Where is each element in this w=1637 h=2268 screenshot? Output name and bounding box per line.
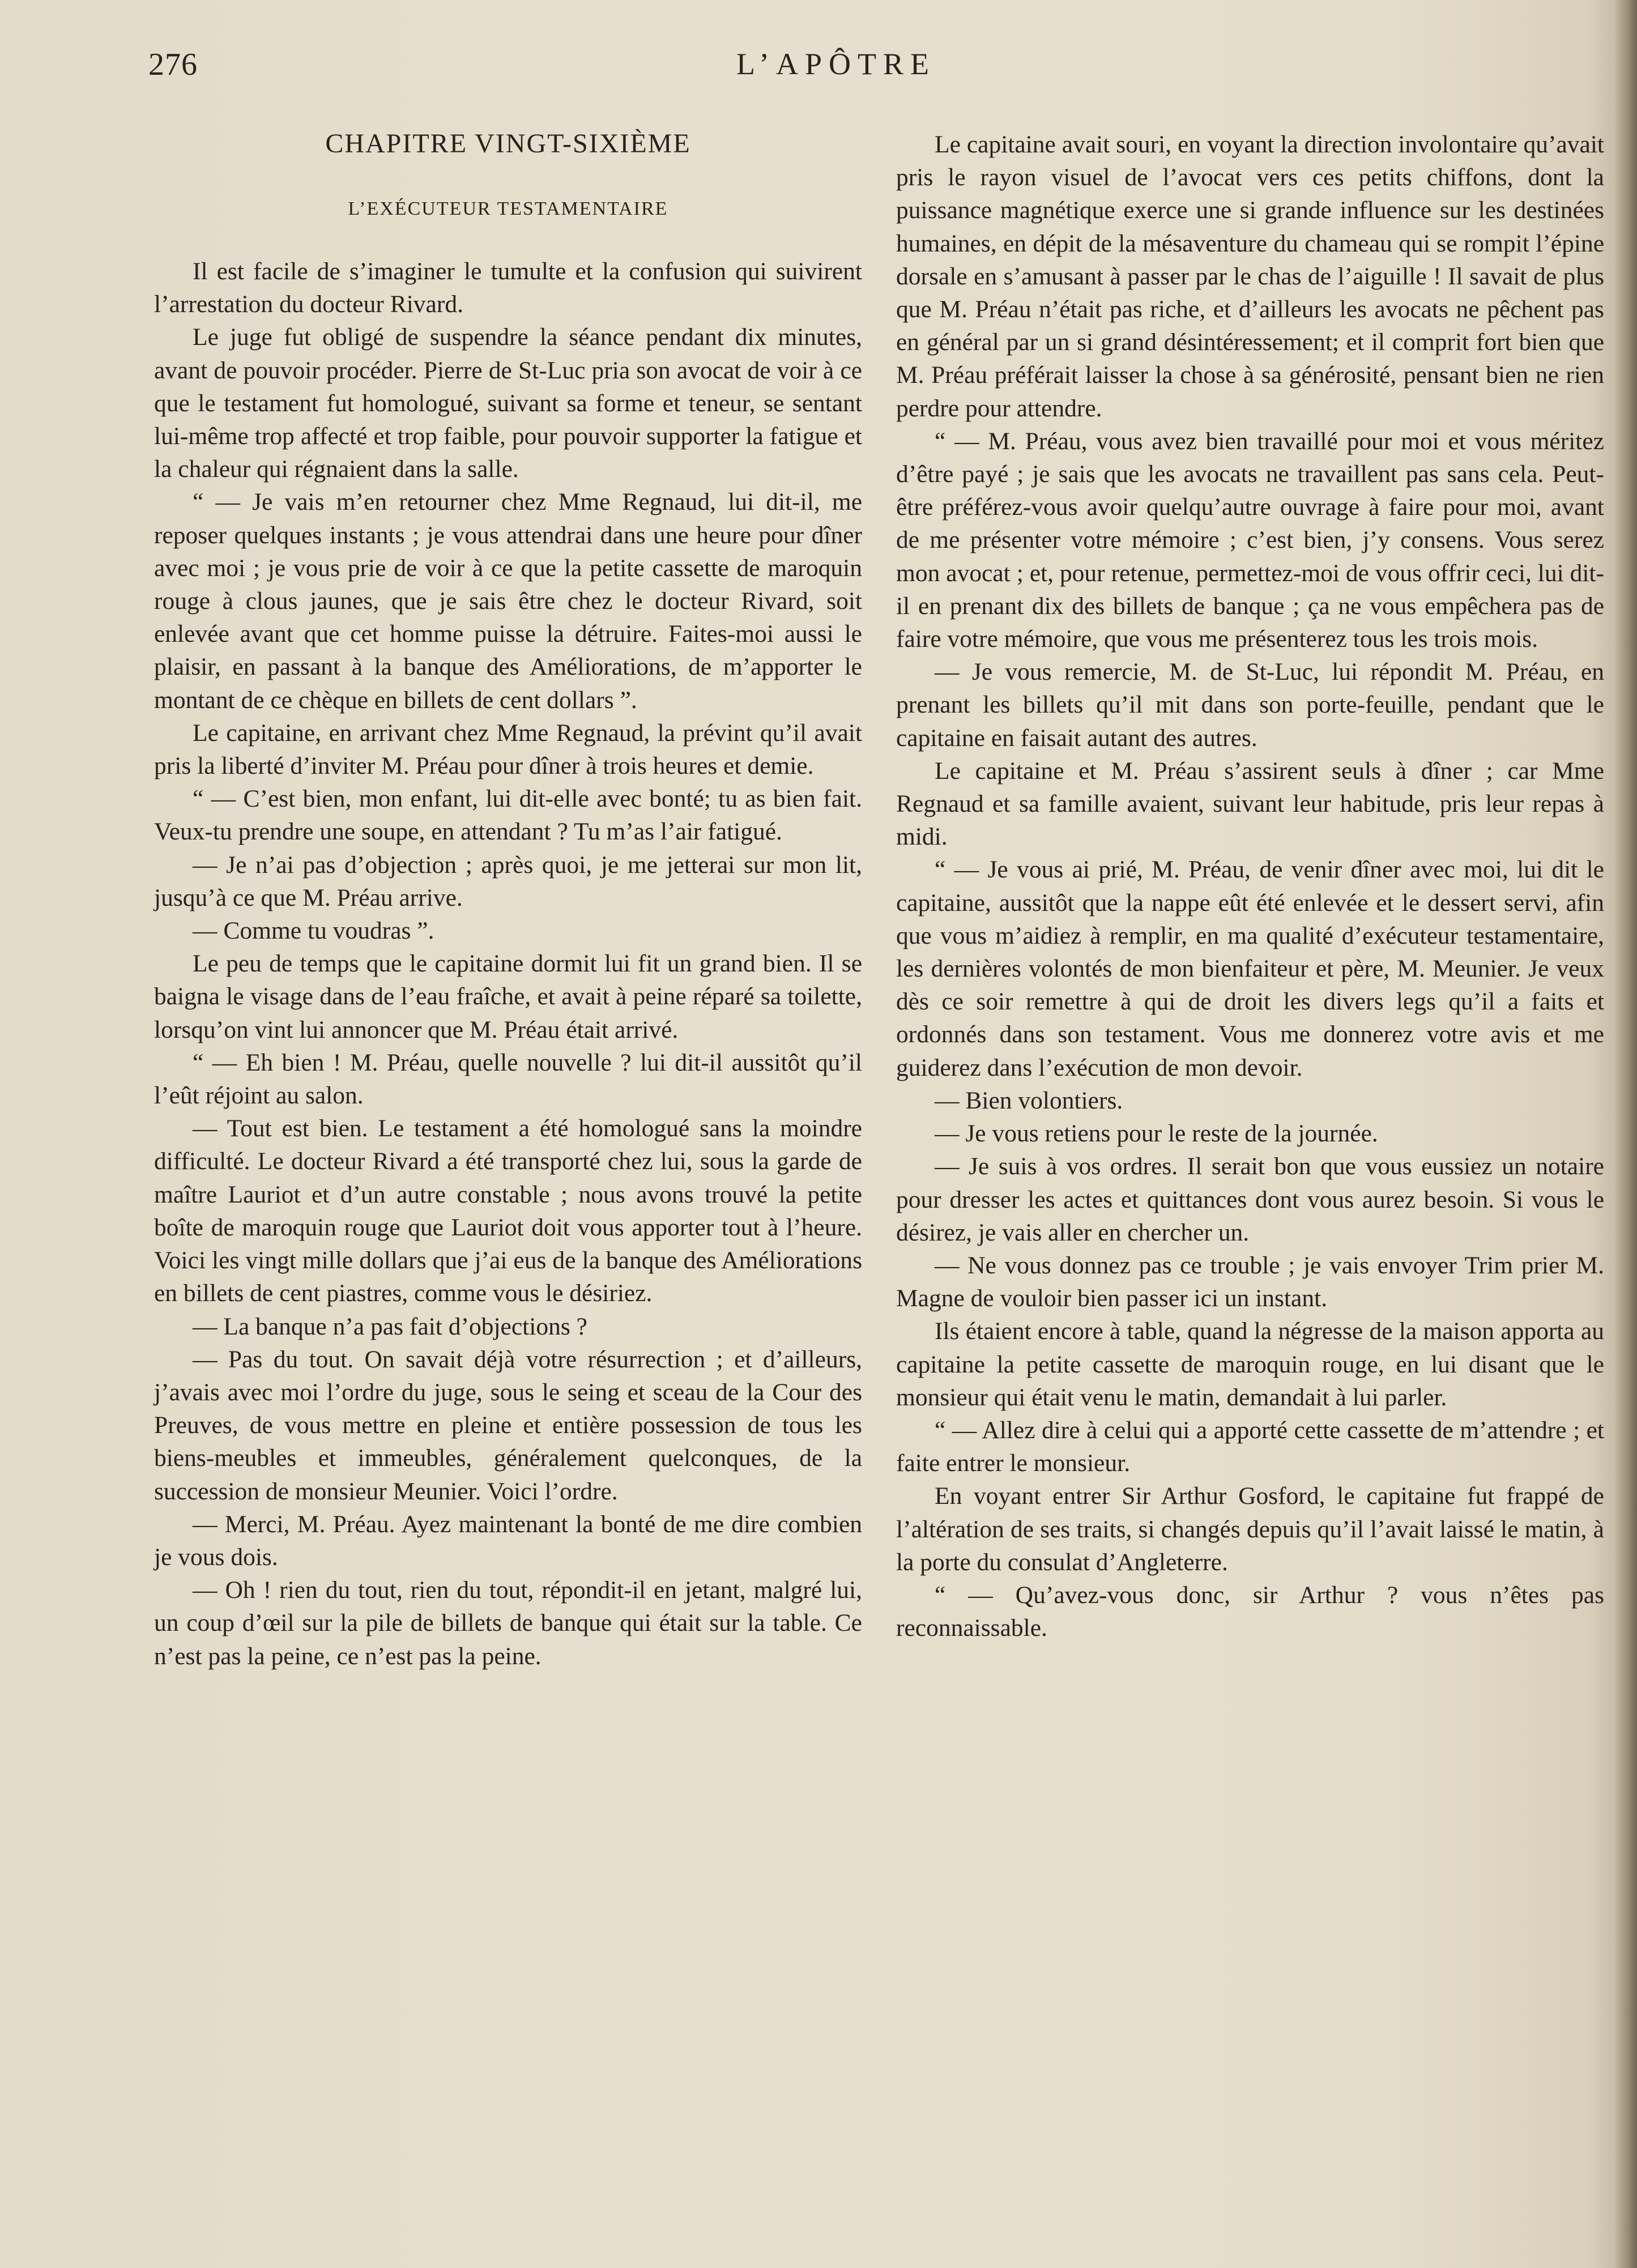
right-column-text	[896, 128, 1604, 1644]
paragraph: — Je vous remercie, M. de St-Luc, lui répondit M. Préau, en prenant les billets qu’il mit dans son porte-feuille, pendant que le capitaine en faisait autant des autres.	[896, 658, 1604, 752]
paragraph: Il est facile de s’imaginer le tumulte et la confusion qui suivirent l’arrestation du docteur Rivard.	[154, 258, 862, 318]
paragraph: — Tout est bien. Le testament a été homologué sans la moindre difficulté. Le docteur Rivard a été transporté chez lui, sous la garde de maître Lauriot et d’un autre constable ; nous avons trouvé la petite boîte de maroquin rouge que Lauriot doit vous apporter tout à l’heure. Voici les vingt mille dollars que j’ai eus de la banque des Améliorations en billets de cent piastres, comme vous le désiriez.	[154, 1115, 862, 1307]
paragraph: En voyant entrer Sir Arthur Gosford, le capitaine fut frappé de l’altération de ses traits, si changés depuis qu’il l’avait laissé le matin, à la porte du consulat d’Angleterre.	[896, 1482, 1604, 1576]
section-title: L’EXÉCUTEUR TESTAMENTAIRE	[348, 198, 668, 219]
paragraph: “ — Je vous ai prié, M. Préau, de venir dîner avec moi, lui dit le capitaine, aussitôt que la nappe eût été enlevée et le dessert servi, afin que vous m’aidiez à remplir, en ma qualité d’exécuteur testamentaire, les dernières volontés de mon bienfaiteur et père, M. Meunier. Je veux dès ce soir remettre à qui de droit les divers legs qu’il a faits et ordonnés dans son testament. Vous me donnerez votre avis et me guiderez dans l’exécution de mon devoir.	[896, 856, 1604, 1081]
paragraph: — Je suis à vos ordres. Il serait bon que vous eussiez un notaire pour dresser les actes et quittances dont vous aurez besoin. Si vous le désirez, je vais aller en chercher un.	[896, 1153, 1604, 1246]
paragraph: — Merci, M. Préau. Ayez maintenant la bonté de me dire combien je vous dois.	[154, 1510, 862, 1571]
paragraph: “ — M. Préau, vous avez bien travaillé pour moi et vous méritez d’être payé ; je sais que les avocats ne travaillent pas sans cela. Peut-être préférez-vous avoir quelqu’autre ouvrage à faire pour moi, avant de me présenter votre mémoire ; c’est bien, j’y consens. Vous serez mon avocat ; et, pour retenue, permettez-moi de vous offrir ceci, lui dit-il en prenant dix des billets de banque ; ça ne vous empêchera pas de faire votre mémoire, que vous me présenterez tous les trois mois.	[896, 427, 1604, 653]
paragraph: Le capitaine avait souri, en voyant la direction involontaire qu’avait pris le rayon visuel de l’avocat vers ces petits chiffons, dont la puissance magnétique exerce une si grande influence sur les destinées humaines, en dépit de la mésaventure du chameau qui se rompit l’épine dorsale en s’amusant à passer par le chas de l’aiguille ! Il savait de plus que M. Préau n’était pas riche, et d’ailleurs les avocats ne pêchent pas en général par un si grand désintéressement; et il comprit fort bien que M. Préau préférait laisser la chose à sa générosité, pensant bien ne rien perdre pour attendre.	[896, 131, 1604, 422]
paragraph: Ils étaient encore à table, quand la négresse de la maison apporta au capitaine la petite cassette de maroquin rouge, en lui disant que le monsieur qui était venu le matin, demandait à lui parler.	[896, 1318, 1604, 1411]
paragraph: “ — Je vais m’en retourner chez Mme Regnaud, lui dit-il, me reposer quelques instants ; je vous attendrai dans une heure pour dîner avec moi ; je vous prie de voir à ce que la petite cassette de maroquin rouge à clous jaunes, que je sais être chez le docteur Rivard, soit enlevée avant que cet homme puisse la détruire. Faites-moi aussi le plaisir, en passant à la banque des Améliorations, de m’apporter le montant de ce chèque en billets de cent dollars ”.	[154, 488, 862, 714]
paragraph: — Ne vous donnez pas ce trouble ; je vais envoyer Trim prier M. Magne de vouloir bien passer ici un instant.	[896, 1251, 1604, 1312]
paragraph: — Je n’ai pas d’objection ; après quoi, je me jetterai sur mon lit, jusqu’à ce que M. Préau arrive.	[154, 851, 862, 911]
paragraph: Le peu de temps que le capitaine dormit lui fit un grand bien. Il se baigna le visage dans de l’eau fraîche, et avait à peine réparé sa toilette, lorsqu’on vint lui annoncer que M. Préau était arrivé.	[154, 950, 862, 1043]
paragraph: Le juge fut obligé de suspendre la séance pendant dix minutes, avant de pouvoir procéder. Pierre de St-Luc pria son avocat de voir à ce que le testament fut homologué, suivant sa forme et teneur, se sentant lui-même trop affecté et trop faible, pour pouvoir supporter la fatigue et la chaleur qui régnaient dans la salle.	[154, 323, 862, 483]
paragraph: — Je vous retiens pour le reste de la journée.	[935, 1120, 1378, 1148]
paragraph: — Pas du tout. On savait déjà votre résurrection ; et d’ailleurs, j’avais avec moi l’ordre du juge, sous le seing et sceau de la Cour des Preuves, de vous mettre en pleine et entière possession de tous les biens-meubles et immeubles, généralement quelconques, de la succession de monsieur Meunier. Voici l’ordre.	[154, 1345, 862, 1505]
paragraph: “ — Allez dire à celui qui a apporté cette cassette de m’attendre ; et faite entrer le monsieur.	[896, 1416, 1604, 1477]
paragraph: “ — Qu’avez-vous donc, sir Arthur ? vous n’êtes pas reconnaissable.	[896, 1581, 1604, 1642]
page-gutter-shadow	[1614, 0, 1637, 2268]
paragraph: Le capitaine, en arrivant chez Mme Regnaud, la prévint qu’il avait pris la liberté d’inviter M. Préau pour dîner à trois heures et demie.	[154, 719, 862, 780]
paragraph: — Bien volontiers.	[935, 1086, 1123, 1114]
paragraph: “ — Eh bien ! M. Préau, quelle nouvelle ? lui dit-il aussitôt qu’il l’eût réjoint au salon.	[154, 1048, 862, 1110]
chapter-title: CHAPITRE VINGT-SIXIÈME	[325, 129, 691, 159]
paragraph: — Comme tu voudras ”.	[193, 917, 434, 945]
paragraph: — La banque n’a pas fait d’objections ?	[193, 1312, 587, 1340]
page-number: 276	[148, 47, 198, 82]
running-title: L’APÔTRE	[736, 47, 936, 81]
paragraph: — Oh ! rien du tout, rien du tout, répondit-il en jetant, malgré lui, un coup d’œil sur la pile de billets de banque qui était sur la table. Ce n’est pas la peine, ce n’est pas la peine.	[154, 1576, 862, 1670]
paragraph: Le capitaine et M. Préau s’assirent seuls à dîner ; car Mme Regnaud et sa famille avaient, suivant leur habitude, pris leur repas à midi.	[896, 757, 1604, 851]
left-column-text	[154, 255, 862, 1673]
paragraph: “ — C’est bien, mon enfant, lui dit-elle avec bonté; tu as bien fait. Veux-tu prendre une soupe, en attendant ? Tu m’as l’air fatigué.	[154, 785, 862, 846]
